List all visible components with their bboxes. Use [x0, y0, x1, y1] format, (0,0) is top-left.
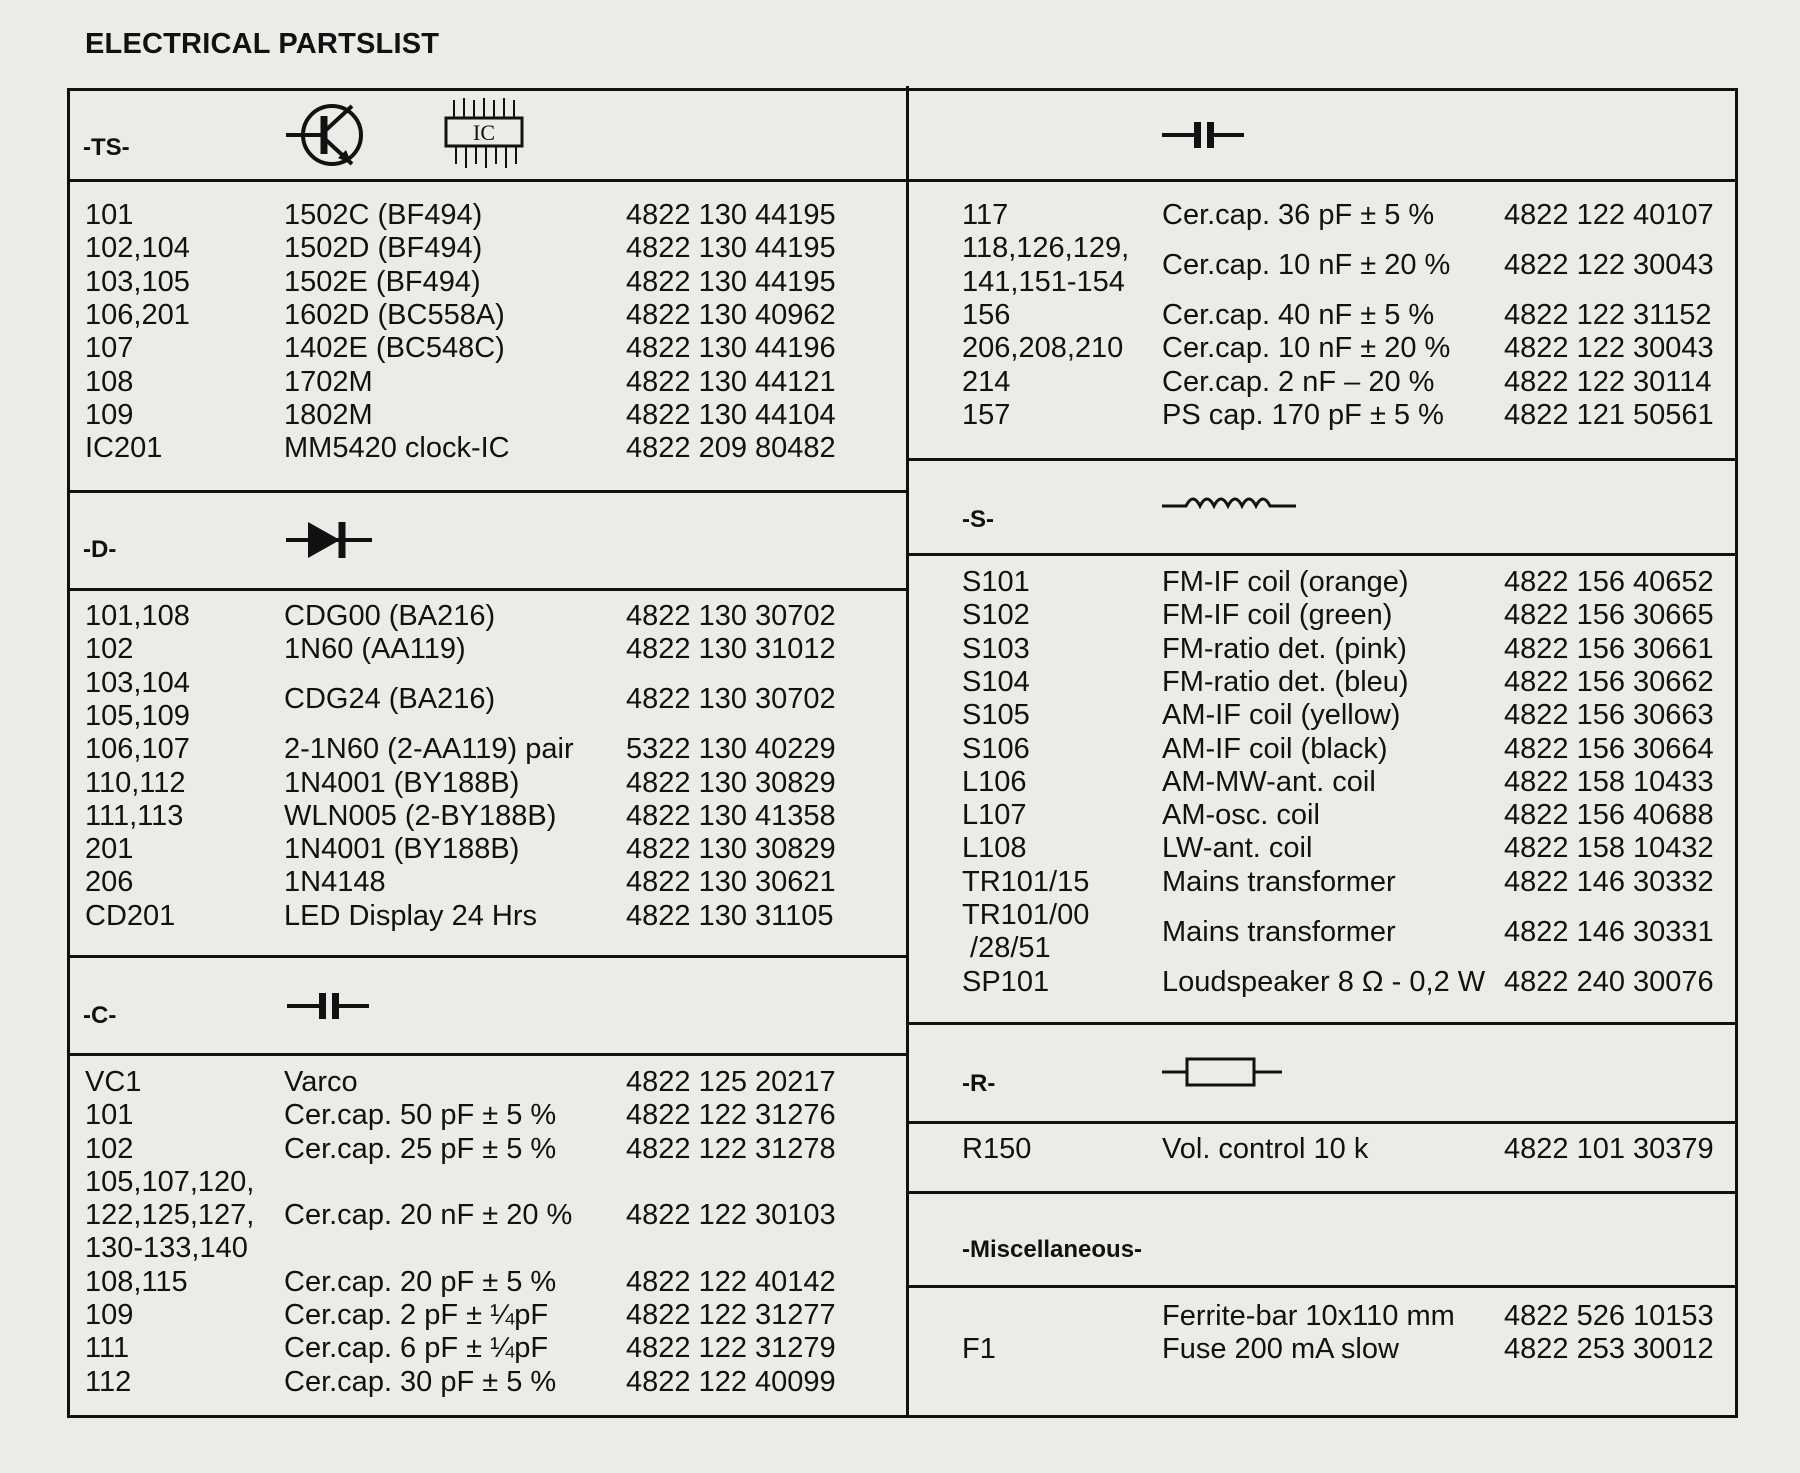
table-row — [67, 733, 908, 766]
table-row — [67, 633, 908, 666]
part-ref: S102 — [962, 599, 1030, 632]
table-row — [67, 833, 908, 866]
resistor-icon — [1162, 1056, 1282, 1088]
part-ref: F1 — [962, 1333, 996, 1366]
divider — [67, 490, 908, 493]
table-row — [908, 832, 1738, 865]
part-ref: L108 — [962, 832, 1027, 865]
table-row — [67, 900, 908, 933]
part-number: 4822 130 40962 — [626, 298, 836, 331]
part-ref: /28/51 — [962, 932, 1051, 965]
table-row — [908, 1300, 1738, 1333]
table-row — [908, 299, 1738, 332]
part-description: 1602D (BC558A) — [284, 298, 505, 331]
divider — [67, 1053, 908, 1056]
table-row — [67, 800, 908, 833]
part-description: Cer.cap. 2 nF – 20 % — [1162, 365, 1435, 398]
part-number: 4822 122 30114 — [1504, 365, 1712, 398]
table-row — [67, 1332, 908, 1365]
divider — [908, 179, 1738, 182]
part-description: CDG24 (BA216) — [284, 683, 496, 716]
divider — [67, 955, 908, 958]
divider — [67, 588, 908, 591]
part-description: CDG00 (BA216) — [284, 600, 496, 632]
diode-icon — [286, 520, 372, 560]
table-row — [908, 699, 1738, 732]
page-title: ELECTRICAL PARTSLIST — [85, 28, 440, 60]
part-number: 4822 130 44195 — [626, 199, 836, 231]
divider — [67, 179, 908, 182]
part-ref: 206 — [85, 866, 134, 899]
part-description: Cer.cap. 10 nF ± 20 % — [1162, 332, 1451, 365]
part-description: Cer.cap. 10 nF ± 20 % — [1162, 248, 1451, 281]
part-description: 1502E (BF494) — [284, 265, 481, 298]
part-description: Cer.cap. 20 nF ± 20 % — [284, 1199, 573, 1232]
table-row — [67, 299, 908, 332]
part-ref: IC201 — [85, 432, 163, 465]
part-description: Cer.cap. 36 pF ± 5 % — [1162, 199, 1435, 231]
part-ref: TR101/15 — [962, 865, 1090, 898]
ic-icon-label: IC — [473, 120, 495, 145]
part-number: 4822 122 30043 — [1504, 248, 1714, 281]
part-description: AM-IF coil (black) — [1162, 732, 1388, 765]
table-row — [67, 1133, 908, 1166]
table-row — [67, 1066, 908, 1099]
part-number: 4822 122 31152 — [1504, 298, 1712, 331]
part-number: 4822 526 10153 — [1504, 1300, 1714, 1332]
table-row — [908, 633, 1738, 666]
part-ref: S103 — [962, 632, 1030, 665]
part-description: AM-osc. coil — [1162, 799, 1320, 832]
part-number: 4822 130 44195 — [626, 232, 836, 265]
part-ref: 102,104 — [85, 232, 190, 265]
part-ref: 103,105 — [85, 265, 190, 298]
table-row — [67, 1099, 908, 1132]
part-description: AM-IF coil (yellow) — [1162, 699, 1401, 732]
table-row — [908, 1133, 1738, 1166]
part-number: 4822 146 30331 — [1504, 915, 1714, 948]
section-label-d: -D- — [83, 536, 117, 563]
transistor-icon — [286, 98, 370, 172]
section-label-s: -S- — [962, 506, 994, 533]
part-number: 4822 122 40107 — [1504, 199, 1714, 231]
part-ref: R150 — [962, 1133, 1032, 1165]
part-ref: 109 — [85, 398, 134, 431]
part-description: FM-IF coil (orange) — [1162, 566, 1409, 598]
table-row — [908, 566, 1738, 599]
divider — [908, 1191, 1738, 1194]
part-ref: 101,108 — [85, 600, 190, 632]
table-row — [908, 366, 1738, 399]
part-number: 4822 158 10433 — [1504, 765, 1714, 798]
part-number: 4822 240 30076 — [1504, 965, 1714, 998]
section-label-ts: -TS- — [83, 134, 130, 161]
part-ref: 105,107,120, — [85, 1165, 255, 1198]
part-ref: 109 — [85, 1299, 134, 1332]
divider — [908, 1022, 1738, 1025]
part-description: Loudspeaker 8 Ω - 0,2 W — [1162, 965, 1486, 998]
part-description: FM-ratio det. (pink) — [1162, 632, 1407, 665]
part-ref: S101 — [962, 566, 1030, 598]
part-description: 1N4148 — [284, 866, 386, 899]
table-row — [67, 366, 908, 399]
part-ref: 157 — [962, 398, 1011, 431]
part-number: 4822 130 30702 — [626, 600, 836, 632]
part-description: Cer.cap. 2 pF ± ¼pF — [284, 1299, 549, 1332]
part-ref: CD201 — [85, 899, 176, 932]
part-number: 4822 130 30621 — [626, 866, 836, 899]
part-ref: 111,113 — [85, 799, 184, 832]
part-number: 4822 122 31276 — [626, 1099, 836, 1132]
ic-icon — [444, 98, 526, 174]
part-ref: 101 — [85, 199, 134, 231]
part-description: FM-ratio det. (bleu) — [1162, 665, 1409, 698]
part-description: AM-MW-ant. coil — [1162, 765, 1376, 798]
table-row — [908, 1333, 1738, 1366]
table-row — [908, 599, 1738, 632]
part-ref: SP101 — [962, 965, 1050, 998]
table-row — [67, 232, 908, 265]
table-row — [908, 332, 1738, 365]
part-ref: L107 — [962, 799, 1027, 832]
part-number: 4822 101 30379 — [1504, 1133, 1714, 1165]
part-number: 4822 130 30829 — [626, 766, 836, 799]
part-ref: 156 — [962, 298, 1011, 331]
table-row — [908, 232, 1738, 299]
part-description: LED Display 24 Hrs — [284, 899, 538, 932]
part-description: MM5420 clock-IC — [284, 432, 510, 465]
table-row — [908, 799, 1738, 832]
part-ref: 110,112 — [85, 766, 186, 799]
part-ref: 105,109 — [85, 699, 190, 732]
part-ref: 102 — [85, 633, 134, 666]
part-number: 4822 130 41358 — [626, 799, 836, 832]
part-number: 4822 130 30829 — [626, 833, 836, 866]
capacitor-icon — [1162, 119, 1244, 151]
part-number: 4822 125 20217 — [626, 1066, 836, 1098]
part-description: 1502C (BF494) — [284, 199, 483, 231]
part-ref: 101 — [85, 1099, 134, 1132]
part-number: 4822 253 30012 — [1504, 1333, 1714, 1366]
part-description: 1N60 (AA119) — [284, 633, 466, 666]
table-row — [67, 1366, 908, 1399]
part-ref: 117 — [962, 199, 1009, 231]
divider — [908, 553, 1738, 556]
part-description: Mains transformer — [1162, 915, 1396, 948]
part-number: 4822 130 30702 — [626, 683, 836, 716]
part-number: 4822 122 30043 — [1504, 332, 1714, 365]
part-ref: S104 — [962, 665, 1030, 698]
part-description: 1802M — [284, 398, 373, 431]
section-label-misc: -Miscellaneous- — [962, 1236, 1143, 1263]
part-ref: 103,104 — [85, 666, 190, 699]
part-number: 4822 122 40099 — [626, 1365, 836, 1398]
part-description: WLN005 (2-BY188B) — [284, 799, 557, 832]
part-number: 4822 146 30332 — [1504, 865, 1714, 898]
part-number: 4822 130 44195 — [626, 265, 836, 298]
part-ref: 122,125,127, — [85, 1199, 255, 1232]
table-row — [67, 1266, 908, 1299]
part-ref: L106 — [962, 765, 1027, 798]
part-description: 1502D (BF494) — [284, 232, 483, 265]
part-ref: 108 — [85, 365, 134, 398]
part-ref: 102 — [85, 1132, 134, 1165]
part-description: Mains transformer — [1162, 865, 1396, 898]
part-ref: 130-133,140 — [85, 1232, 248, 1265]
part-ref: 214 — [962, 365, 1011, 398]
part-ref: VC1 — [85, 1066, 142, 1098]
table-row — [67, 667, 908, 734]
table-row — [67, 600, 908, 633]
part-description: Fuse 200 mA slow — [1162, 1333, 1399, 1366]
part-ref: S105 — [962, 699, 1030, 732]
coil-icon — [1162, 490, 1296, 514]
part-ref: 108,115 — [85, 1265, 188, 1298]
part-number: 4822 156 40688 — [1504, 799, 1714, 832]
table-row — [67, 332, 908, 365]
part-description: Ferrite-bar 10x110 mm — [1162, 1300, 1455, 1332]
table-row — [908, 199, 1738, 232]
part-ref: 106,201 — [85, 298, 190, 331]
part-description: 1N4001 (BY188B) — [284, 766, 520, 799]
part-number: 4822 156 30665 — [1504, 599, 1714, 632]
part-ref: 141,151-154 — [962, 265, 1125, 298]
table-row — [67, 767, 908, 800]
part-number: 4822 156 30662 — [1504, 665, 1714, 698]
table-row — [67, 1299, 908, 1332]
part-description: 2-1N60 (2-AA119) pair — [284, 733, 574, 766]
table-row — [67, 866, 908, 899]
part-number: 4822 130 44104 — [626, 398, 836, 431]
part-description: Cer.cap. 6 pF ± ¼pF — [284, 1332, 549, 1365]
part-number: 4822 130 44121 — [626, 365, 836, 398]
table-row — [908, 899, 1738, 966]
part-number: 4822 130 31012 — [626, 633, 836, 666]
part-description: 1402E (BC548C) — [284, 332, 505, 365]
part-ref: 107 — [85, 332, 134, 365]
part-number: 5322 130 40229 — [626, 733, 836, 766]
table-row — [908, 666, 1738, 699]
part-number: 4822 121 50561 — [1504, 398, 1714, 431]
part-number: 4822 122 30103 — [626, 1199, 836, 1232]
part-ref: 112 — [85, 1365, 132, 1398]
part-number: 4822 122 31277 — [626, 1299, 836, 1332]
table-row — [908, 766, 1738, 799]
part-description: Vol. control 10 k — [1162, 1133, 1369, 1165]
part-number: 4822 122 31278 — [626, 1132, 836, 1165]
capacitor-icon — [287, 990, 369, 1022]
table-row — [908, 733, 1738, 766]
part-description: 1702M — [284, 365, 373, 398]
part-description: FM-IF coil (green) — [1162, 599, 1393, 632]
part-number: 4822 122 31279 — [626, 1332, 836, 1365]
divider — [908, 458, 1738, 461]
part-number: 4822 158 10432 — [1504, 832, 1714, 865]
part-number: 4822 122 40142 — [626, 1265, 836, 1298]
part-number: 4822 130 31105 — [626, 899, 834, 932]
divider — [908, 1121, 1738, 1124]
part-ref: TR101/00 — [962, 899, 1090, 931]
part-ref: 111 — [85, 1332, 130, 1365]
part-description: Cer.cap. 30 pF ± 5 % — [284, 1365, 557, 1398]
part-ref: S106 — [962, 732, 1030, 765]
table-row — [67, 199, 908, 232]
part-number: 4822 209 80482 — [626, 432, 836, 465]
table-row — [67, 1166, 908, 1266]
table-row — [908, 866, 1738, 899]
part-description: Cer.cap. 25 pF ± 5 % — [284, 1132, 557, 1165]
part-description: 1N4001 (BY188B) — [284, 833, 520, 866]
part-number: 4822 156 30664 — [1504, 732, 1714, 765]
part-description: PS cap. 170 pF ± 5 % — [1162, 398, 1444, 431]
table-row — [908, 966, 1738, 999]
part-description: Cer.cap. 40 nF ± 5 % — [1162, 298, 1435, 331]
part-ref: 206,208,210 — [962, 332, 1124, 365]
part-description: Cer.cap. 50 pF ± 5 % — [284, 1099, 557, 1132]
table-row — [908, 399, 1738, 432]
part-ref: 201 — [85, 833, 134, 866]
table-row — [67, 432, 908, 465]
part-number: 4822 156 30661 — [1504, 632, 1714, 665]
part-number: 4822 156 40652 — [1504, 566, 1714, 598]
part-ref: 106,107 — [85, 733, 190, 766]
table-row — [67, 266, 908, 299]
part-description: Varco — [284, 1066, 358, 1098]
part-number: 4822 156 30663 — [1504, 699, 1714, 732]
part-description: LW-ant. coil — [1162, 832, 1313, 865]
divider — [908, 1285, 1738, 1288]
part-description: Cer.cap. 20 pF ± 5 % — [284, 1265, 557, 1298]
section-label-r: -R- — [962, 1070, 996, 1097]
part-number: 4822 130 44196 — [626, 332, 836, 365]
table-row — [67, 399, 908, 432]
section-label-c: -C- — [83, 1002, 117, 1029]
part-ref: 118,126,129, — [962, 232, 1130, 265]
